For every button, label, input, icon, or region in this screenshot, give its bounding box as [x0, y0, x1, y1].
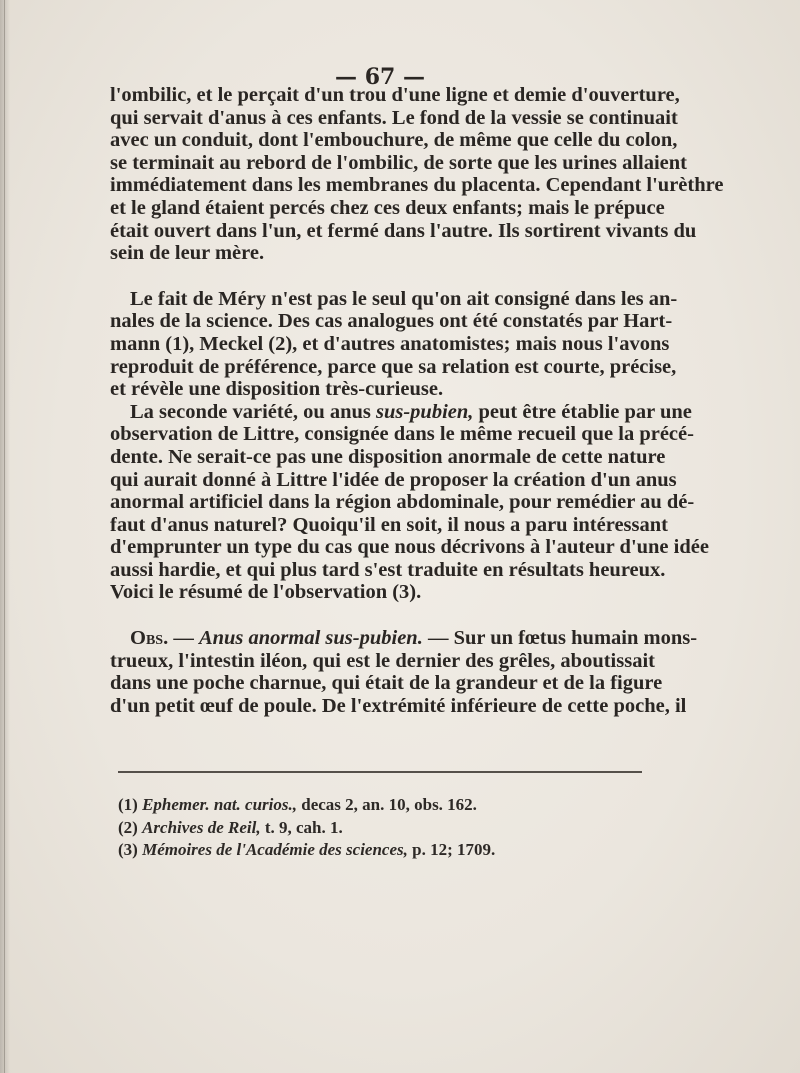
text-line: dente. Ne serait-ce pas une disposition anormale de cette nature: [110, 445, 666, 468]
text-line: aussi hardie, et qui plus tard s'est traduite en résultats heureux.: [110, 558, 666, 581]
footnotes: [118, 794, 638, 862]
text-line: sein de leur mère.: [110, 242, 265, 265]
footnote-text: decas 2, an. 10, obs. 162.: [297, 795, 477, 814]
footnote-number: (1): [118, 795, 143, 814]
text-line: d'un petit œuf de poule. De l'extrémité inférieure de cette poche, il: [110, 694, 687, 717]
italic-term: sus-pubien,: [376, 400, 474, 423]
text-line: et le gland étaient percés chez ces deux enfants; mais le prépuce: [110, 196, 665, 219]
footnote-2: [118, 817, 638, 840]
text-line: trueux, l'intestin iléon, qui est le dernier des grêles, aboutissait: [110, 649, 655, 672]
observation-title: Anus anormal sus-pubien.: [198, 627, 423, 650]
text-line: faut d'anus naturel? Quoiqu'il en soit, il nous a paru intéressant: [110, 513, 668, 536]
text-line: immédiatement dans les membranes du placenta. Cependant l'urèthre: [110, 174, 724, 197]
footnote-number: (3): [118, 840, 143, 859]
text-line: d'emprunter un type du cas que nous décrivons à l'auteur d'une idée: [110, 536, 709, 559]
text-segment: —: [168, 627, 199, 650]
footnote-1: [118, 794, 638, 817]
footnote-text: p. 12; 1709.: [407, 840, 496, 859]
paragraph-1: [110, 84, 724, 265]
text-line: avec un conduit, dont l'embouchure, de même que celle du colon,: [110, 129, 678, 152]
text-line: était ouvert dans l'un, et fermé dans l'autre. Ils sortirent vivants du: [110, 219, 697, 242]
page-edge-line: [4, 0, 5, 1073]
text-line: [110, 400, 692, 424]
text-line: [110, 627, 698, 650]
text-line: l'ombilic, et le perçait d'un trou d'une ligne et demie d'ouverture,: [110, 84, 680, 106]
text-line: qui servait d'anus à ces enfants. Le fond de la vessie se continuait: [110, 106, 678, 129]
text-line: anormal artificiel dans la région abdominale, pour remédier au dé-: [110, 491, 695, 514]
paragraph-gap: [110, 265, 655, 288]
page-number: — 67 —: [335, 64, 425, 90]
page-edge-shadow: [0, 0, 10, 1073]
text-line: nales de la science. Des cas analogues ont été constatés par Hart-: [110, 310, 673, 333]
obs-label: Obs.: [130, 627, 169, 650]
paragraph-2: [110, 287, 678, 401]
text-segment: — Sur un fœtus humain mons-: [422, 627, 698, 650]
text-segment: La seconde variété, ou anus: [130, 400, 376, 423]
paragraph-gap: [110, 604, 655, 627]
text-line: Voici le résumé de l'observation (3).: [110, 581, 422, 604]
footnote-rule: [118, 771, 642, 773]
paragraph-3: [110, 400, 709, 604]
body-text: [110, 84, 724, 717]
text-line: Le fait de Méry n'est pas le seul qu'on ait consigné dans les an-: [130, 287, 678, 310]
text-line: observation de Littre, consignée dans le même recueil que la précé-: [110, 423, 694, 446]
footnote-title: Ephemer. nat. curios.,: [142, 795, 297, 814]
footnote-text: t. 9, cah. 1.: [260, 817, 343, 837]
text-line: qui aurait donné à Littre l'idée de proposer la création d'un anus: [110, 468, 677, 491]
text-line: mann (1), Meckel (2), et d'autres anatomistes; mais nous l'avons: [110, 332, 670, 355]
footnote-3: [118, 839, 638, 862]
footnote-title: Archives de Reil,: [142, 817, 261, 837]
text-line: et révèle une disposition très-curieuse.: [110, 378, 444, 401]
footnote-title: Mémoires de l'Académie des sciences,: [142, 840, 408, 859]
text-line: se terminait au rebord de l'ombilic, de sorte que les urines allaient: [110, 151, 687, 174]
footnote-number: (2): [118, 817, 143, 837]
paragraph-4: [110, 627, 698, 717]
text-segment: peut être établie par une: [473, 400, 692, 423]
text-line: reproduit de préférence, parce que sa relation est courte, précise,: [110, 355, 677, 378]
text-line: dans une poche charnue, qui était de la grandeur et de la figure: [110, 672, 663, 695]
